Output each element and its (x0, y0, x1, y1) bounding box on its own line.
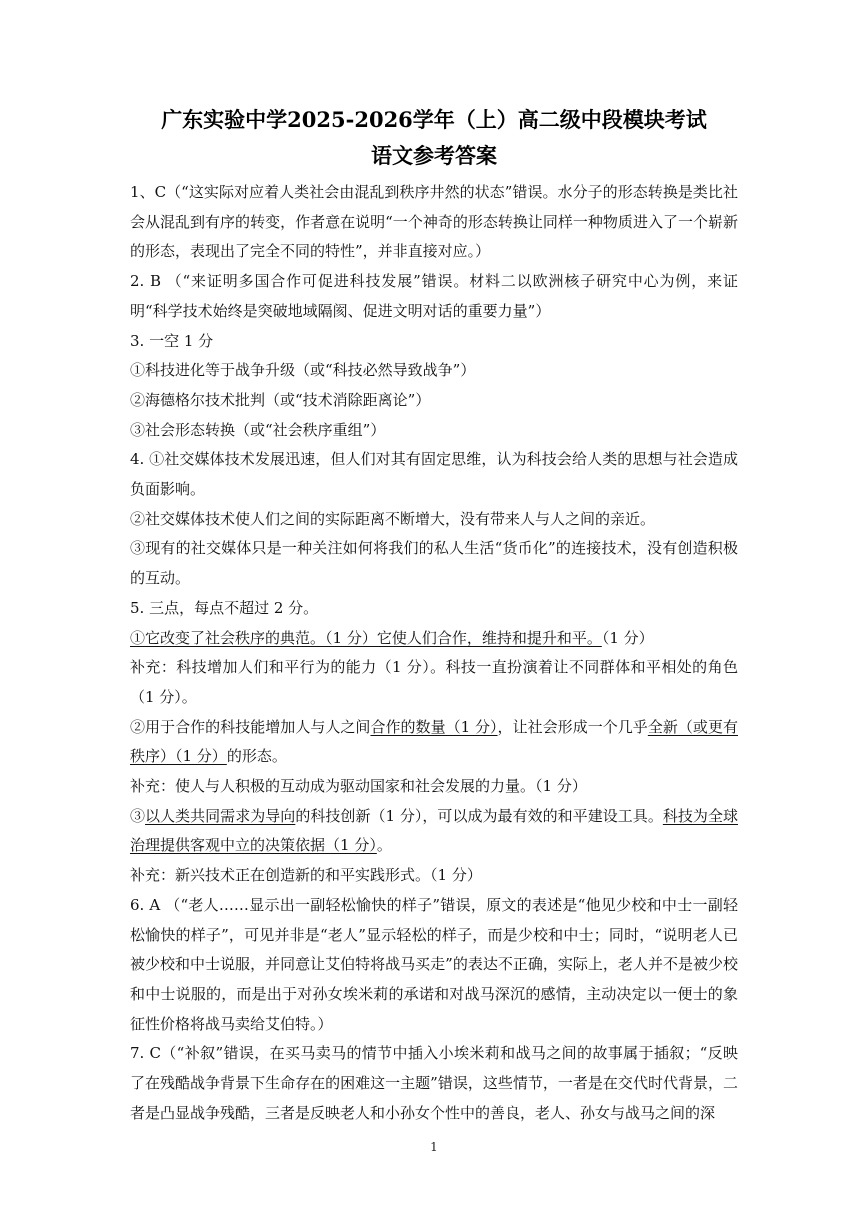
plain-text: 的形态。 (226, 747, 287, 766)
answer-3-item-3: ③社会形态转换（或“社会秩序重组”） (130, 420, 386, 439)
answer-4-item-1: 4. ①社交媒体技术发展迅速，但人们对其有固定思维，认为科技会给人类的思想与社会造成负面影响。 (130, 450, 738, 499)
answer-5-supplement-2: 补充：使人与人积极的互动成为驱动国家和社会发展的力量。（1 分） (130, 777, 587, 796)
plain-text: 。 (376, 836, 392, 855)
answer-4-item-3: ③现有的社交媒体只是一种关注如何将我们的私人生活“货币化”的连接技术，没有创造积极的互动。 (130, 539, 738, 588)
score-text: （1 分） (601, 628, 654, 647)
underlined-text: 以人类共同需求为导向 (145, 806, 296, 825)
page-number: 1 (430, 1140, 438, 1154)
plain-text: ②用于合作的科技能增加人与人之间 (130, 717, 371, 736)
underlined-text: 合作的数量（1 分） (370, 717, 498, 736)
answer-5-supplement-1: 补充：科技增加人们和平行为的能力（1 分）。科技一直扮演着让不同群体和平相处的角色（1 分）。 (130, 658, 738, 706)
answer-5-heading: 5. 三点，每点不超过 2 分。 (130, 598, 319, 617)
underlined-text: ①它改变了社会秩序的典范。（1 分）它使人们合作，维持和提升和平。 (130, 628, 602, 647)
answer-3-item-2: ②海德格尔技术批判（或“技术消除距离论”） (130, 390, 431, 409)
answer-5-supplement-3: 补充：新兴技术正在创造新的和平实践形式。（1 分） (130, 866, 482, 885)
plain-text: ，让社会形成一个几乎 (497, 717, 648, 736)
answer-5-item-2 (130, 713, 738, 772)
plain-text: ③ (130, 806, 146, 825)
answer-1: 1、C（“这实际对应着人类社会由混乱到秩序井然的状态”错误。水分子的形态转换是类比社会从混乱到有序的转变，作者意在说明“一个神奇的形态转换让同样一种物质进入了一个崭新的形态，表现出了完全不同的特性”，并非直接对应。） (130, 183, 738, 261)
answer-3-heading: 3. 一空 1 分 (130, 331, 214, 350)
answer-7: 7. C（“补叙”错误，在买马卖马的情节中插入小埃米莉和战马之间的故事属于插叙；“反映了在残酷战争背景下生命存在的困难这一主题”错误，这些情节，一者是在交代时代背景，二者是凸显战争残酷，三者是反映老人和小孙女个性中的善良，老人、孙女与战马之间的深 (130, 1044, 738, 1122)
answer-5-item-3 (130, 802, 738, 861)
answer-content (130, 178, 738, 1129)
answer-6: 6. A （“老人……显示出一副轻松愉快的样子”错误，原文的表述是“他见少校和中士一副轻松愉快的样子”，可见并非是“老人”显示轻松的样子，而是少校和中士；同时，“说明老人已被少校和中士说服，并同意让艾伯特将战马买走”的表达不正确，实际上，老人并不是被少校和中士说服的，而是出于对孙女埃米莉的承诺和对战马深沉的感情，主动决定以一便士的象征性价格将战马卖给艾伯特。） (130, 895, 738, 1033)
answer-2: 2. B （“来证明多国合作可促进科技发展”错误。材料二以欧洲核子研究中心为例，来证明“科学技术始终是突破地域隔阂、促进文明对话的重要力量”） (130, 272, 738, 320)
underlined-text: 科技为全球治理提供客观中立的决策依据（1 分） (130, 806, 738, 855)
answer-4-item-2: ②社交媒体技术使人们之间的实际距离不断增大，没有带来人与人之间的亲近。 (130, 509, 656, 528)
plain-text: 的科技创新（1 分），可以成为最有效的和平建设工具。 (295, 806, 663, 825)
answer-3-item-1: ①科技进化等于战争升级（或“科技必然导致战争”） (130, 361, 476, 380)
underlined-text: 全新（或更有秩序）（1 分） (130, 717, 738, 766)
answer-5-item-1 (130, 624, 738, 654)
answer-key-title: 语文参考答案 (371, 143, 497, 168)
exam-title: 广东实验中学2025-2026学年（上）高二级中段模块考试 (161, 107, 707, 132)
